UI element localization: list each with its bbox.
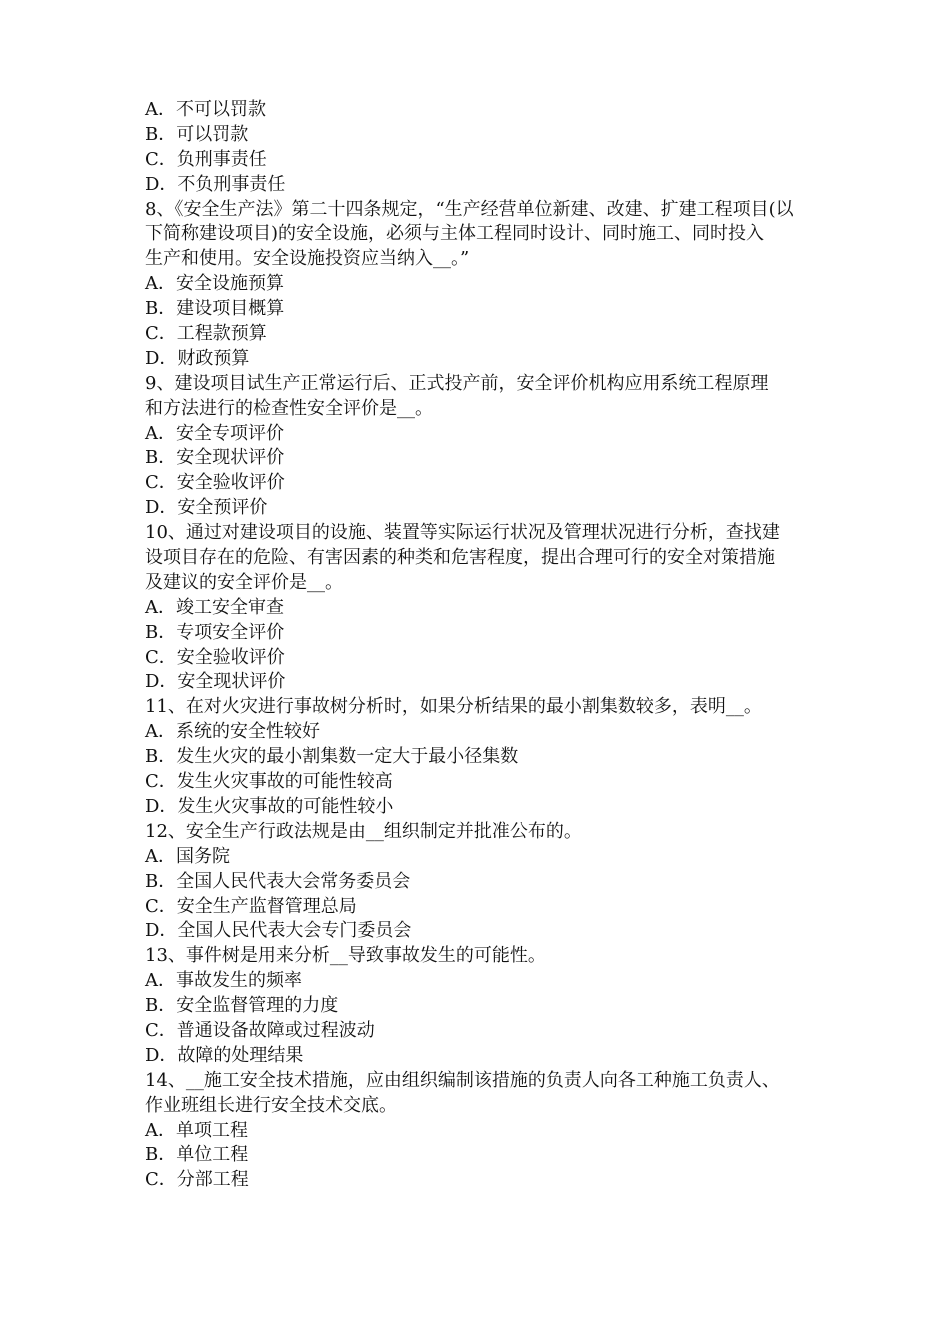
option-line: B．安全监督管理的力度 (145, 995, 339, 1017)
option-line: A．系统的安全性较好 (145, 721, 320, 743)
question-13-line: 13、事件树是用来分析__导致事故发生的可能性。 (145, 945, 546, 967)
question-14-line: 作业班组长进行安全技术交底。 (145, 1094, 397, 1116)
option-line: B．专项安全评价 (145, 621, 285, 643)
option-line: C．安全验收评价 (145, 472, 285, 494)
option-line: C．普通设备故障或过程波动 (145, 1019, 375, 1041)
option-line: A．安全设施预算 (145, 273, 284, 295)
option-line: B．发生火灾的最小割集数一定大于最小径集数 (145, 746, 519, 768)
question-12-line: 12、安全生产行政法规是由__组织制定并批准公布的。 (145, 820, 582, 842)
option-line: D．安全现状评价 (145, 671, 286, 693)
option-line: B．单位工程 (145, 1144, 249, 1166)
option-line: B．建设项目概算 (145, 298, 285, 320)
question-9-line: 9、建设项目试生产正常运行后、正式投产前，安全评价机构应用系统工程原理 (145, 372, 769, 394)
option-line: A．安全专项评价 (145, 422, 284, 444)
option-line: C．工程款预算 (145, 323, 267, 345)
option-line: D．故障的处理结果 (145, 1044, 304, 1066)
option-line: D．安全预评价 (145, 497, 268, 519)
option-line: A．单项工程 (145, 1119, 248, 1141)
question-8-line: 下简称建设项目)的安全设施，必须与主体工程同时设计、同时施工、同时投入 (145, 223, 765, 245)
option-line: B．安全现状评价 (145, 447, 285, 469)
text-line: C．负刑事责任 (145, 148, 267, 170)
question-8-line: 8、《安全生产法》第二十四条规定，“生产经营单位新建、改建、扩建工程项目(以 (145, 198, 794, 220)
text-line: B．可以罚款 (145, 123, 249, 145)
option-line: C．分部工程 (145, 1169, 249, 1191)
question-14-line: 14、__施工安全技术措施，应由组织编制该措施的负责人向各工种施工负责人、 (145, 1069, 780, 1091)
question-10-line: 设项目存在的危险、有害因素的种类和危害程度，提出合理可行的安全对策措施 (145, 547, 775, 569)
question-10-line: 及建议的安全评价是__。 (145, 571, 343, 593)
question-9-line: 和方法进行的检查性安全评价是__。 (145, 397, 433, 419)
option-line: B．全国人民代表大会常务委员会 (145, 870, 411, 892)
option-line: C．安全验收评价 (145, 646, 285, 668)
option-line: A．竣工安全审查 (145, 596, 284, 618)
question-10-line: 10、通过对建设项目的设施、装置等实际运行状况及管理状况进行分析，查找建 (145, 522, 780, 544)
text-line: D．不负刑事责任 (145, 173, 286, 195)
option-line: D．财政预算 (145, 347, 250, 369)
text-line: A．不可以罚款 (145, 99, 266, 120)
option-line: D．发生火灾事故的可能性较小 (145, 795, 394, 817)
option-line: C．发生火灾事故的可能性较高 (145, 771, 393, 793)
option-line: A．事故发生的频率 (145, 970, 302, 992)
option-line: A．国务院 (145, 845, 230, 867)
question-8-line: 生产和使用。安全设施投资应当纳入__。” (145, 248, 470, 270)
option-line: C．安全生产监督管理总局 (145, 895, 357, 917)
document-page (145, 98, 813, 1193)
option-line: D．全国人民代表大会专门委员会 (145, 920, 412, 942)
question-11-line: 11、在对火灾进行事故树分析时，如果分析结果的最小割集数较多，表明__。 (145, 696, 762, 718)
